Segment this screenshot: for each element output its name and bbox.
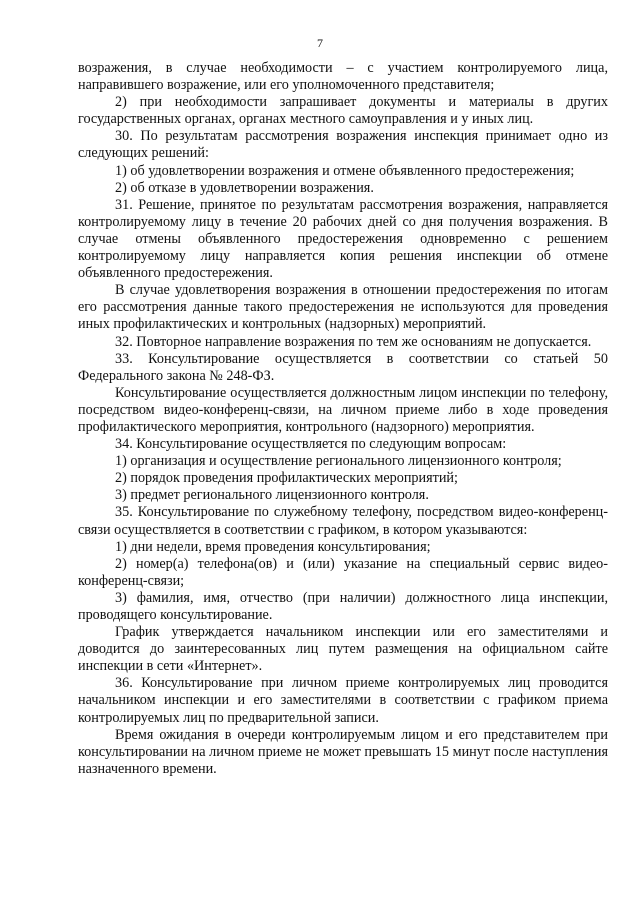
- paragraph-35-item-2: 2) номер(а) телефона(ов) и (или) указание на специальный сервис видео-конференц-связи;: [78, 555, 608, 589]
- paragraph-continuation: возражения, в случае необходимости – с участием контролируемого лица, направившего возражение, или его уполномоченного представителя;: [78, 60, 608, 94]
- paragraph-35: 35. Консультирование по служебному телефону, посредством видео-конференц-связи осуществляется в соответствии с графиком, в котором указываются:: [78, 504, 608, 538]
- paragraph-30-item-2: 2) об отказе в удовлетворении возражения.: [115, 179, 374, 196]
- paragraph-34-item-1: 1) организация и осуществление регионального лицензионного контроля;: [115, 453, 562, 470]
- paragraph-34: 34. Консультирование осуществляется по следующим вопросам:: [115, 436, 507, 453]
- paragraph-35-item-1: 1) дни недели, время проведения консультирования;: [115, 538, 431, 555]
- paragraph-35-item-3: 3) фамилия, имя, отчество (при наличии) должностного лица инспекции, проводящего консультирование.: [78, 589, 608, 623]
- paragraph-34-item-2: 2) порядок проведения профилактических мероприятий;: [115, 470, 458, 487]
- paragraph-36-continued: Время ожидания в очереди контролируемым лицом и его представителем при консультировании на личном приеме не может превышать 15 минут после наступления назначенного времени.: [78, 726, 608, 777]
- paragraph-36: 36. Консультирование при личном приеме контролируемых лиц проводится начальником инспекции и его заместителями в соответствии с графиком приема контролируемых лиц по предварительной записи.: [78, 675, 608, 726]
- paragraph-32: 32. Повторное направление возражения по тем же основаниям не допускается.: [115, 333, 592, 350]
- paragraph-33-continued: Консультирование осуществляется должностным лицом инспекции по телефону, посредством видео-конференц-связи, на личном приеме либо в ходе проведения профилактического мероприятия, контрольного (надзорного) мероприятия.: [78, 384, 608, 435]
- paragraph-33: 33. Консультирование осуществляется в соответствии со статьей 50 Федерального закона № 248-ФЗ.: [78, 350, 608, 384]
- paragraph-34-item-3: 3) предмет регионального лицензионного контроля.: [115, 487, 429, 504]
- document-body: [78, 60, 608, 778]
- paragraph-30: 30. По результатам рассмотрения возражения инспекция принимает одно из следующих решений:: [78, 128, 608, 162]
- paragraph-31: 31. Решение, принятое по результатам рассмотрения возражения, направляется контролируемому лицу в течение 20 рабочих дней со дня получения возражения. В случае отмены объявленного предостережения одновременно с решением контролируемому лицу направляется копия решения инспекции об отмене объявленного предостережения.: [78, 196, 608, 282]
- paragraph-29-item-2: 2) при необходимости запрашивает документы и материалы в других государственных органах, органах местного самоуправления и у иных лиц.: [78, 94, 608, 128]
- paragraph-35-schedule: График утверждается начальником инспекции или его заместителями и доводится до заинтересованных лиц путем размещения на официальном сайте инспекции в сети «Интернет».: [78, 624, 608, 675]
- paragraph-31-continued: В случае удовлетворения возражения в отношении предостережения по итогам его рассмотрения данные такого предостережения не используются для проведения иных профилактических и контрольных (надзорных) мероприятий.: [78, 282, 608, 333]
- paragraph-30-item-1: 1) об удовлетворении возражения и отмене объявленного предостережения;: [115, 162, 575, 179]
- page-number: 7: [317, 36, 323, 50]
